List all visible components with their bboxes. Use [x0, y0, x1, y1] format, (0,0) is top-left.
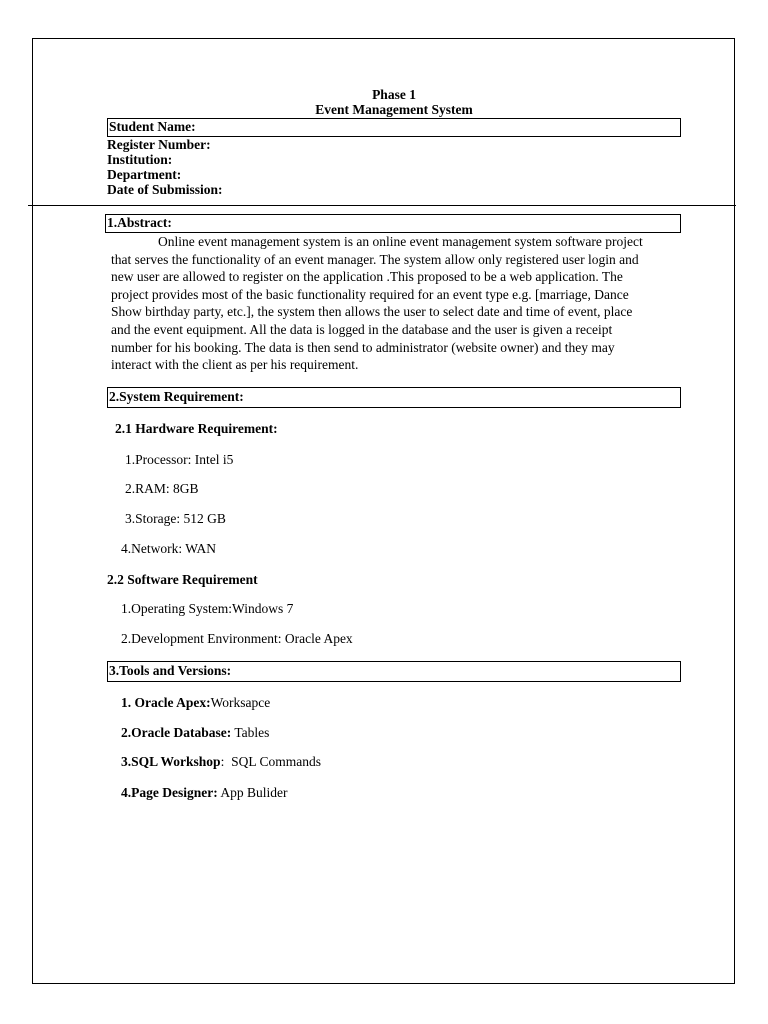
- hardware-requirement-heading: 2.1 Hardware Requirement:: [115, 421, 278, 436]
- register-number-label: Register Number:: [107, 137, 211, 152]
- student-name-field: [107, 118, 681, 137]
- tool-item: [121, 695, 270, 711]
- hardware-item-processor: 1.Processor: Intel i5: [125, 452, 234, 467]
- header-divider: [28, 205, 736, 206]
- tool-value: App Bulider: [217, 785, 288, 800]
- tools-heading: [107, 661, 681, 682]
- software-requirement-heading: 2.2 Software Requirement: [107, 572, 258, 587]
- institution-label: Institution:: [107, 152, 173, 167]
- tool-value: : SQL Commands: [220, 754, 321, 769]
- abstract-line: and the event equipment. All the data is logged in the database and the user is given a receipt: [111, 321, 613, 337]
- tool-label: 1. Oracle Apex:: [121, 695, 211, 710]
- abstract-heading: [105, 214, 681, 233]
- abstract-line: Online event management system is an online event management system software project: [158, 234, 643, 249]
- department-label: Department:: [107, 167, 182, 182]
- tool-value: Worksapce: [210, 695, 271, 710]
- system-requirement-heading: [107, 387, 681, 408]
- abstract-line: that serves the functionality of an event manager. The system allow only registered user login and: [111, 251, 639, 267]
- tool-item: [121, 754, 321, 770]
- document-title: Event Management System: [315, 102, 473, 117]
- tool-label: 2.Oracle Database:: [121, 725, 232, 740]
- abstract-heading-text: 1.Abstract:: [107, 215, 172, 230]
- hardware-item-storage: 3.Storage: 512 GB: [125, 511, 226, 526]
- abstract-line: interact with the client as per his requirement.: [111, 357, 359, 373]
- tool-label: 3.SQL Workshop: [121, 754, 221, 769]
- software-item-os: 1.Operating System:Windows 7: [121, 601, 294, 616]
- system-requirement-heading-text: 2.System Requirement:: [109, 389, 244, 404]
- tools-heading-text: 3.Tools and Versions:: [109, 663, 232, 678]
- date-of-submission-label: Date of Submission:: [107, 182, 223, 197]
- student-name-label: Student Name:: [109, 119, 196, 134]
- abstract-paragraph: [111, 233, 671, 374]
- abstract-line: Show birthday party, etc.], the system then allows the user to select date and time of event, place: [111, 304, 633, 320]
- abstract-line: number for his booking. The data is then send to administrator (website owner) and they may: [111, 339, 615, 355]
- software-item-dev-env: 2.Development Environment: Oracle Apex: [121, 631, 353, 646]
- tool-label: 4.Page Designer:: [121, 785, 218, 800]
- abstract-line: new user are allowed to register on the application .This proposed to be a web application. The: [111, 269, 623, 285]
- hardware-item-network: 4.Network: WAN: [121, 541, 216, 556]
- tool-item: [121, 725, 269, 741]
- abstract-line: project provides most of the basic functionality required for an event type e.g. [marriage, Dance: [111, 286, 629, 302]
- hardware-item-ram: 2.RAM: 8GB: [125, 481, 199, 496]
- tool-value: Tables: [231, 725, 270, 740]
- tool-item: [121, 785, 287, 801]
- phase-title: Phase 1: [372, 87, 416, 102]
